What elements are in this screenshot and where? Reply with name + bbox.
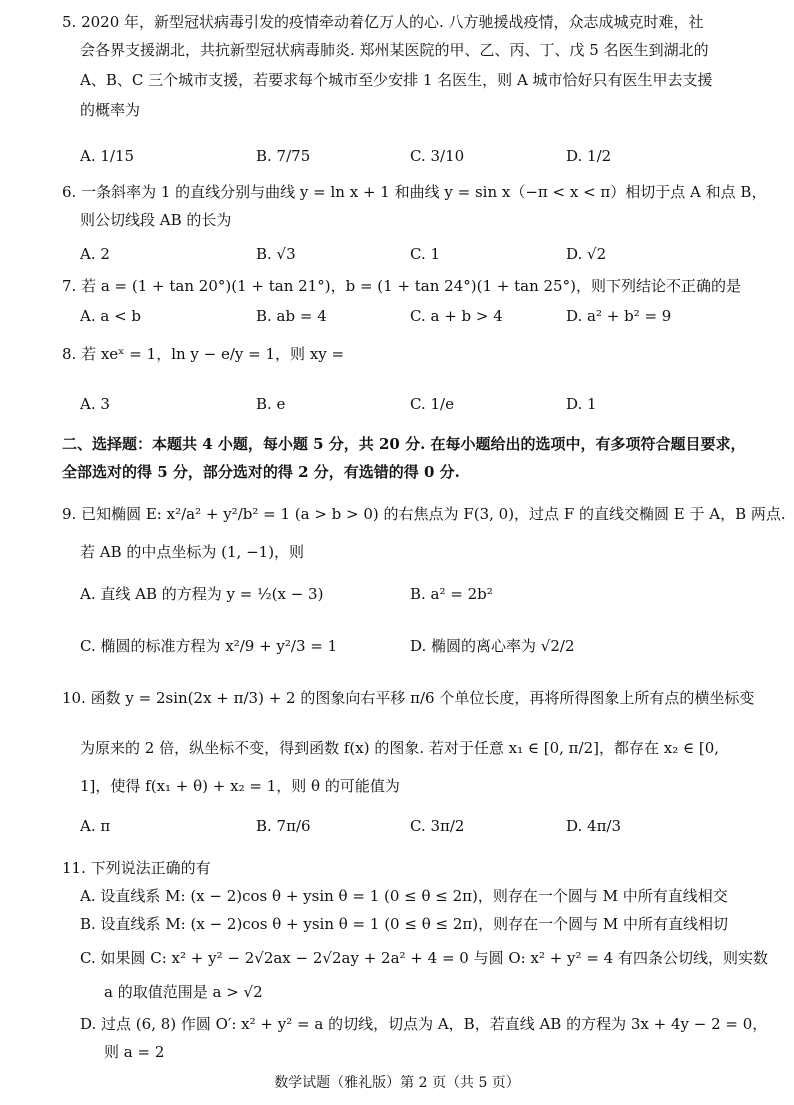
q6-line-2: 则公切线段 AB 的长为 [80, 211, 232, 229]
q8-option-c: C. 1/e [410, 395, 454, 413]
q5-line-4: 的概率为 [80, 101, 141, 119]
q11-line-1: 11. 下列说法正确的有 [62, 859, 211, 877]
q5-line-3: A、B、C 三个城市支援，若要求每个城市至少安排 1 名医生，则 A 城市恰好只有医生甲去支援 [80, 71, 713, 89]
q6-line-1: 6. 一条斜率为 1 的直线分别与曲线 y = ln x + 1 和曲线 y = sin x（−π < x < π）相切于点 A 和点 B， [62, 183, 767, 201]
q6-option-c: C. 1 [410, 245, 441, 263]
q8-option-a: A. 3 [80, 395, 110, 413]
q9-option-d: D. 椭圆的离心率为 √2/2 [410, 637, 575, 655]
q11-item-d-line-1: D. 过点 (6, 8) 作圆 O′: x² + y² = a 的切线，切点为 A，B，若直线 AB 的方程为 3x + 4y − 2 = 0， [80, 1015, 768, 1033]
q9-option-a: A. 直线 AB 的方程为 y = ½(x − 3) [80, 585, 324, 603]
q10-line-3: 1]，使得 f(x₁ + θ) + x₂ = 1，则 θ 的可能值为 [80, 777, 400, 795]
q8-option-b: B. e [256, 395, 286, 413]
q7-line-1: 7. 若 a = (1 + tan 20°)(1 + tan 21°)，b = (1 + tan 24°)(1 + tan 25°)，则下列结论不正确的是 [62, 277, 741, 295]
q10-option-c: C. 3π/2 [410, 817, 465, 835]
q11-item-c-line-2: a 的取值范围是 a > √2 [104, 983, 263, 1001]
q5-line-1: 5. 2020 年，新型冠状病毒引发的疫情牵动着亿万人的心. 八方驰援战疫情，众志成城克时难，社 [62, 13, 704, 31]
q6-option-d: D. √2 [566, 245, 607, 263]
q9-option-c: C. 椭圆的标准方程为 x²/9 + y²/3 = 1 [80, 637, 338, 655]
q5-option-a: A. 1/15 [80, 147, 135, 165]
q5-line-2: 会各界支援湖北，共抗新型冠状病毒肺炎. 郑州某医院的甲、乙、丙、丁、戊 5 名医生到湖北的 [80, 41, 709, 59]
q10-option-d: D. 4π/3 [566, 817, 622, 835]
q9-line-2: 若 AB 的中点坐标为 (1, −1)，则 [80, 543, 305, 561]
q10-option-a: A. π [80, 817, 111, 835]
q7-option-b: B. ab = 4 [256, 307, 327, 325]
section2-heading-line-2: 全部选对的得 5 分，部分选对的得 2 分，有选错的得 0 分. [62, 463, 460, 481]
q7-option-a: A. a < b [80, 307, 142, 325]
q10-option-b: B. 7π/6 [256, 817, 311, 835]
q7-option-d: D. a² + b² = 9 [566, 307, 672, 325]
q6-option-b: B. √3 [256, 245, 296, 263]
q8-line-1: 8. 若 xeˣ = 1，ln y − e/y = 1，则 xy = [62, 345, 345, 363]
q11-item-b: B. 设直线系 M: (x − 2)cos θ + ysin θ = 1 (0 ≤ θ ≤ 2π)，则存在一个圆与 M 中所有直线相切 [80, 915, 728, 933]
q11-item-c-line-1: C. 如果圆 C: x² + y² − 2√2ax − 2√2ay + 2a² + 4 = 0 与圆 O: x² + y² = 4 有四条公切线，则实数 [80, 949, 768, 967]
q6-option-a: A. 2 [80, 245, 110, 263]
q9-line-1: 9. 已知椭圆 E: x²/a² + y²/b² = 1 (a > b > 0) 的右焦点为 F(3, 0)，过点 F 的直线交椭圆 E 于 A，B 两点. [62, 505, 786, 523]
q10-line-1: 10. 函数 y = 2sin(2x + π/3) + 2 的图象向右平移 π/6 个单位长度，再将所得图象上所有点的横坐标变 [62, 689, 755, 707]
q5-option-b: B. 7/75 [256, 147, 311, 165]
q8-option-d: D. 1 [566, 395, 597, 413]
q11-item-a: A. 设直线系 M: (x − 2)cos θ + ysin θ = 1 (0 ≤ θ ≤ 2π)，则存在一个圆与 M 中所有直线相交 [80, 887, 728, 905]
q5-option-c: C. 3/10 [410, 147, 465, 165]
q7-option-c: C. a + b > 4 [410, 307, 503, 325]
q10-line-2: 为原来的 2 倍，纵坐标不变，得到函数 f(x) 的图象. 若对于任意 x₁ ∈ [0, π/2]，都存在 x₂ ∈ [0, [80, 739, 720, 757]
section2-heading-line-1: 二、选择题：本题共 4 小题，每小题 5 分，共 20 分. 在每小题给出的选项中，有多项符合题目要求， [62, 435, 746, 453]
q9-option-b: B. a² = 2b² [410, 585, 493, 603]
q11-item-d-line-2: 则 a = 2 [104, 1043, 165, 1061]
q5-option-d: D. 1/2 [566, 147, 612, 165]
page-footer: 数学试题（雅礼版）第 2 页（共 5 页） [274, 1075, 520, 1091]
